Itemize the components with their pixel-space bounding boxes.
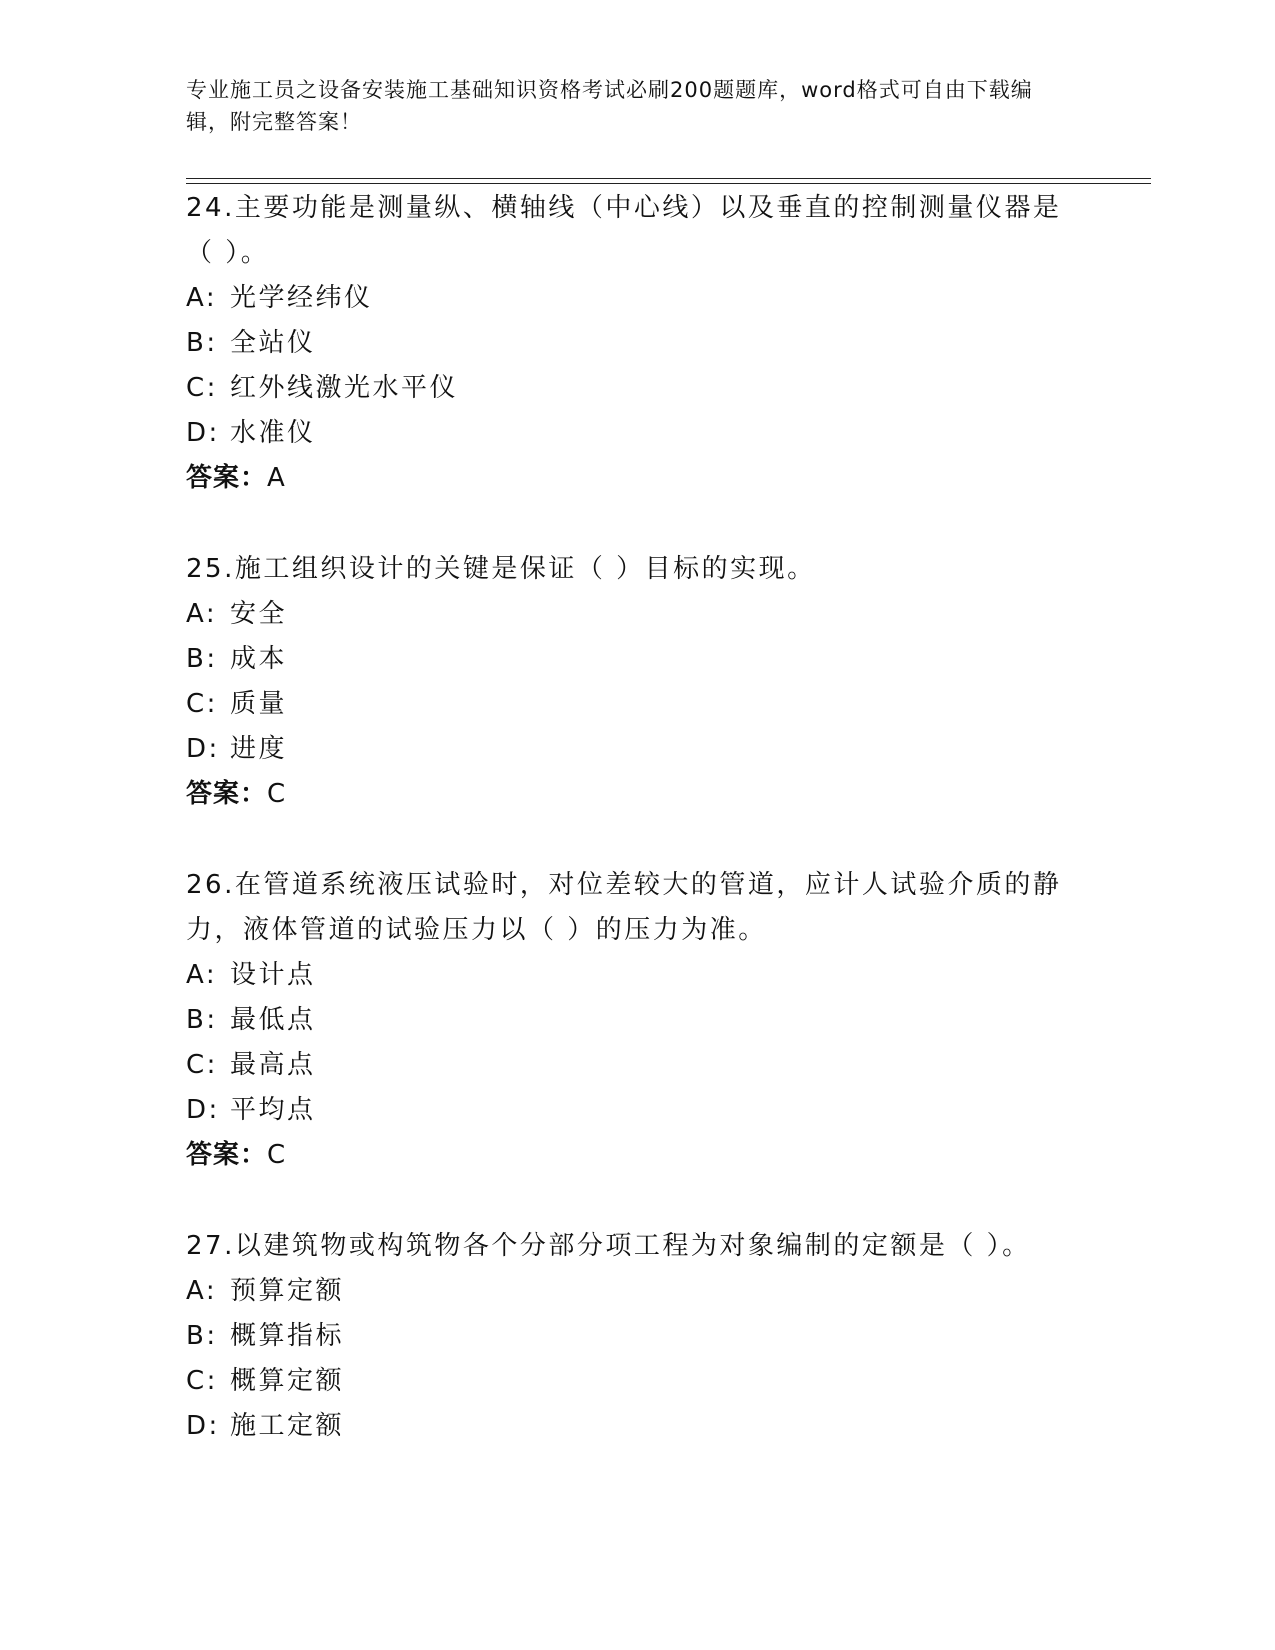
header-rule-top [186, 178, 1151, 179]
option-text: 施工定额 [230, 1411, 345, 1441]
question-text: 27.以建筑物或构筑物各个分部分项工程为对象编制的定额是（ ）。 [186, 1231, 1031, 1261]
option-label: C: [186, 689, 218, 719]
option-text: 安全 [230, 599, 288, 629]
question-26 [186, 863, 1086, 1178]
option-label: A: [186, 960, 218, 990]
option-text: 进度 [230, 734, 288, 764]
option-label: D: [186, 1095, 220, 1125]
option-c [186, 366, 1086, 411]
option-b [186, 998, 1086, 1043]
option-a [186, 953, 1086, 998]
option-label: D: [186, 734, 220, 764]
option-c [186, 1043, 1086, 1088]
option-text: 概算指标 [230, 1321, 345, 1351]
option-text: 成本 [230, 644, 288, 674]
option-a [186, 1269, 1086, 1314]
option-label: A: [186, 599, 218, 629]
option-text: 红外线激光水平仪 [230, 373, 459, 403]
option-label: B: [186, 644, 218, 674]
option-c [186, 1359, 1086, 1404]
answer-line [186, 772, 1086, 817]
option-b [186, 1314, 1086, 1359]
option-text: 最高点 [230, 1050, 316, 1080]
option-label: A: [186, 283, 218, 313]
question-text: 26.在管道系统液压试验时，对位差较大的管道，应计人试验介质的静力，液体管道的试验压力以（ ）的压力为准。 [186, 870, 1062, 945]
option-label: C: [186, 1050, 218, 1080]
option-text: 水准仪 [230, 418, 316, 448]
header-rule-bottom [186, 183, 1151, 184]
option-label: C: [186, 373, 218, 403]
option-label: A: [186, 1276, 218, 1306]
option-d [186, 411, 1086, 456]
document-header: 专业施工员之设备安装施工基础知识资格考试必刷200题题库，word格式可自由下载编辑，附完整答案！ [186, 78, 1033, 134]
option-label: C: [186, 1366, 218, 1396]
option-text: 概算定额 [230, 1366, 345, 1396]
option-label: D: [186, 1411, 220, 1441]
option-text: 平均点 [230, 1095, 316, 1125]
question-25 [186, 547, 1086, 817]
option-a [186, 276, 1086, 321]
option-d [186, 1088, 1086, 1133]
option-c [186, 682, 1086, 727]
option-b [186, 321, 1086, 366]
option-text: 设计点 [230, 960, 316, 990]
option-text: 全站仪 [230, 328, 316, 358]
option-d [186, 727, 1086, 772]
answer-label: 答案： [186, 1140, 268, 1170]
answer-line [186, 1133, 1086, 1178]
answer-line [186, 456, 1086, 501]
question-24 [186, 186, 1086, 501]
option-a [186, 592, 1086, 637]
answer-value: A [267, 463, 286, 493]
option-b [186, 637, 1086, 682]
option-text: 质量 [230, 689, 288, 719]
answer-value: C [267, 779, 287, 809]
option-text: 光学经纬仪 [230, 283, 373, 313]
question-list [186, 186, 1086, 1495]
option-label: B: [186, 1005, 218, 1035]
question-text: 24.主要功能是测量纵、横轴线（中心线）以及垂直的控制测量仪器是（ ）。 [186, 193, 1062, 268]
option-label: B: [186, 1321, 218, 1351]
option-label: B: [186, 328, 218, 358]
option-text: 最低点 [230, 1005, 316, 1035]
question-text: 25.施工组织设计的关键是保证（ ）目标的实现。 [186, 554, 816, 584]
answer-label: 答案： [186, 463, 268, 493]
answer-value: C [267, 1140, 287, 1170]
option-d [186, 1404, 1086, 1449]
option-label: D: [186, 418, 220, 448]
question-27 [186, 1224, 1086, 1449]
answer-label: 答案： [186, 779, 268, 809]
option-text: 预算定额 [230, 1276, 345, 1306]
